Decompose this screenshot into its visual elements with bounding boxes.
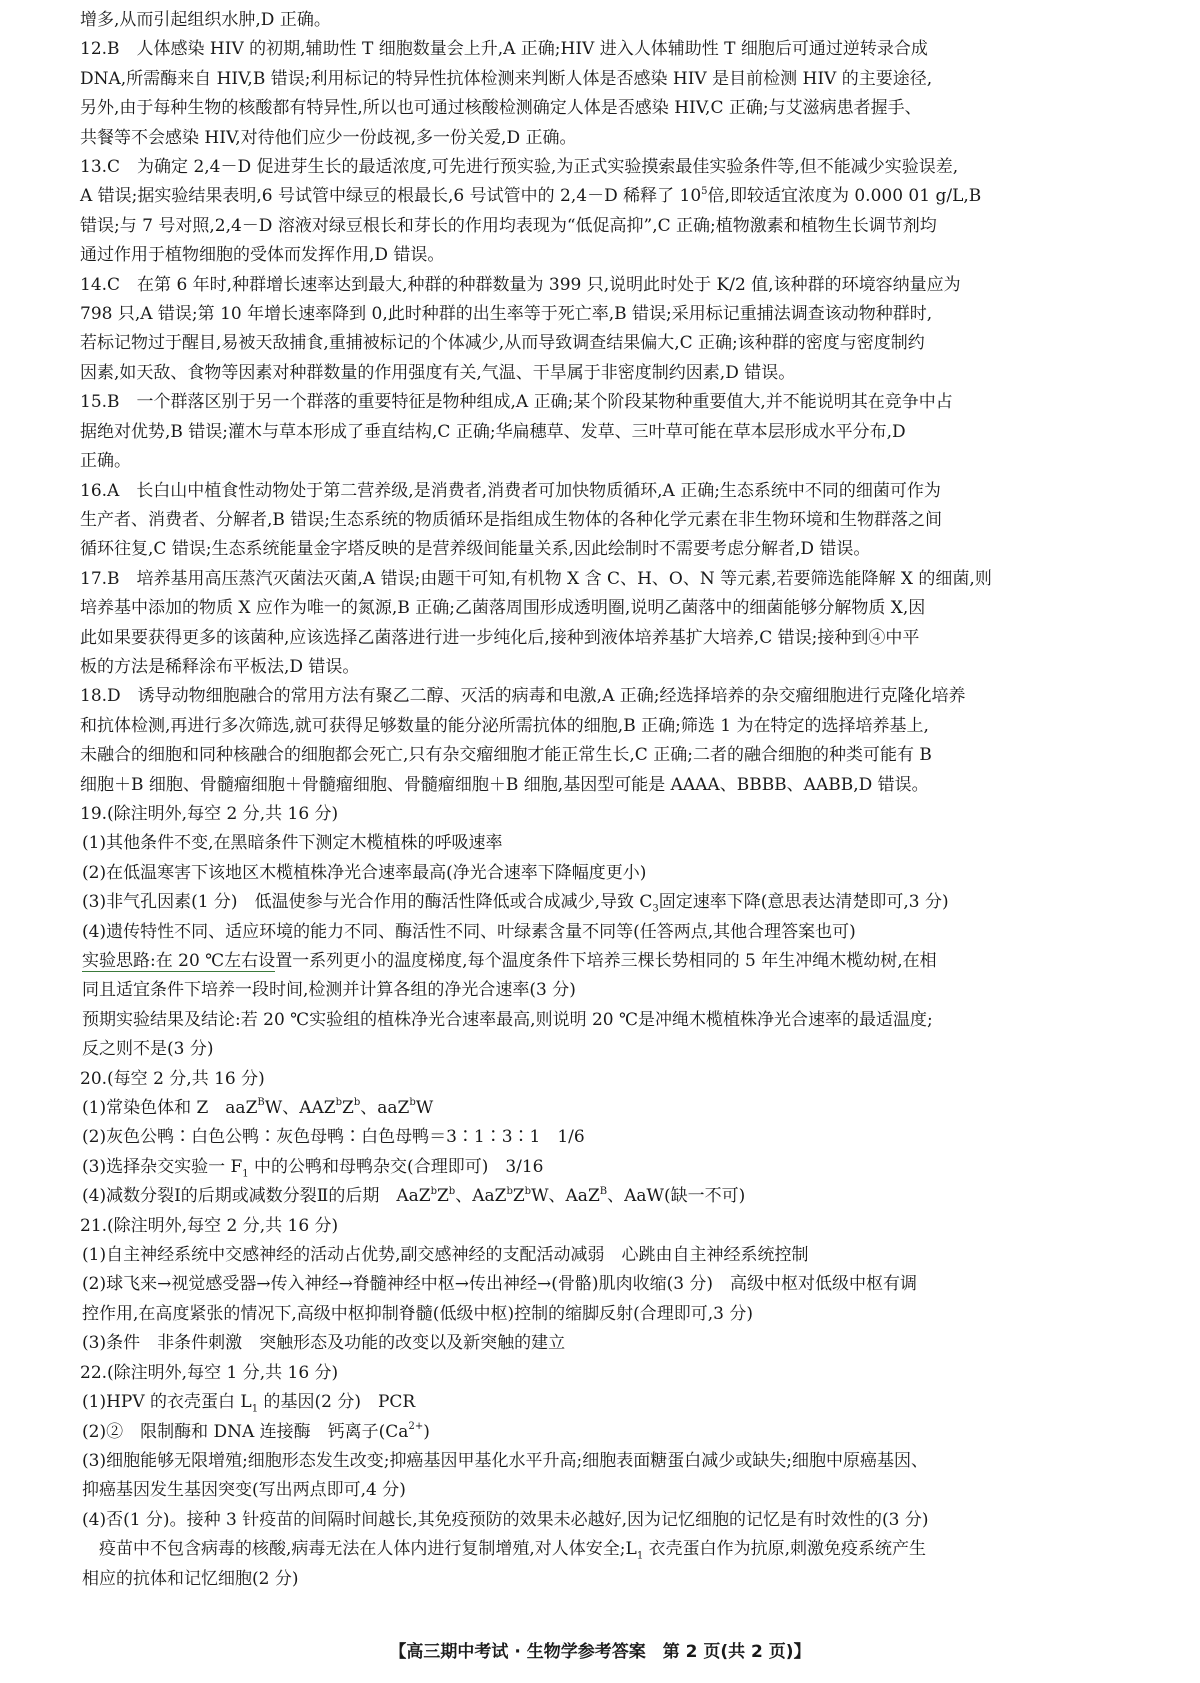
handwritten-underline: 实验思路:在 20 ℃左右设 [82,951,276,971]
answer-14-line-1: 14.C 在第 6 年时,种群增长速率达到最大,种群的种群数量为 399 只,说明此时处于 K/2 值,该种群的环境容纳量应为 [80,274,961,295]
answer-22-part-4: (4)否(1 分)。接种 3 针疫苗的间隔时间越长,其免疫预防的效果未必越好,因为记忆细胞的记忆是有时效性的(3 分) [82,1509,929,1530]
continued-line: 增多,从而引起组织水肿,D 正确。 [80,10,331,30]
answer-19-part-1: (1)其他条件不变,在黑暗条件下测定木榄植株的呼吸速率 [82,833,503,854]
answer-20-heading: 20.(每空 2 分,共 16 分) [80,1068,265,1089]
answer-19-part-4: (4)遗传特性不同、适应环境的能力不同、酶活性不同、叶绿素含量不同等(任答两点,其他合理答案也可) [82,921,856,942]
experiment-idea-rest: 置一系列更小的温度梯度,每个温度条件下培养三棵长势相同的 5 年生冲绳木榄幼树,在相 [275,951,937,971]
answer-19-part-3-a: (3)非气孔因素(1 分) 低温使参与光合作用的酶活性降低或合成减少,导致 C [82,892,653,913]
answer-21-part-2-line-1: (2)球飞来→视觉感受器→传入神经→脊髓神经中枢→传出神经→(骨骼)肌肉收缩(3 分) 高级中枢对低级中枢有调 [82,1274,918,1295]
answer-13-line-1: 13.C 为确定 2,4－D 促进芽生长的最适浓度,可先进行预实验,为正式实验摸索最佳实验条件等,但不能减少实验误差, [80,157,959,178]
answer-14-line-4: 因素,如天敌、食物等因素对种群数量的作用强度有关,气温、干旱属于非密度制约因素,D 错误。 [80,362,796,383]
answer-12-line-1: 12.B 人体感染 HIV 的初期,辅助性 T 细胞数量会上升,A 正确;HIV 进入人体辅助性 T 细胞后可通过逆转录合成 [80,39,928,60]
answer-14 [80,271,1170,389]
answer-13-line-3: 错误;与 7 号对照,2,4－D 溶液对绿豆根长和芽长的作用均表现为“低促高抑”,C 正确;植物激素和植物生长调节剂均 [80,215,937,236]
answer-17-line-1: 17.B 培养基用高压蒸汽灭菌法灭菌,A 错误;由题干可知,有机物 X 含 C、H、O、N 等元素,若要筛选能降解 X 的细菌,则 [80,568,992,589]
answer-19-heading: 19.(除注明外,每空 2 分,共 16 分) [80,803,339,824]
answer-22 [80,1359,1170,1594]
answer-17-line-2: 培养基中添加的物质 X 应作为唯一的氮源,B 正确;乙菌落周围形成透明圈,说明乙菌落中的细菌能够分解物质 X,因 [80,598,926,619]
answer-18 [80,682,1170,800]
superscript: 5 [701,185,708,197]
answer-21 [80,1212,1170,1359]
answer-18-line-3: 未融合的细胞和同种核融合的细胞都会死亡,只有杂交瘤细胞才能正常生长,C 正确;二者的融合细胞的种类可能有 B [80,745,932,766]
answer-13-line-2 [80,182,1170,211]
prediction-line-1: 预期实验结果及结论:若 20 ℃实验组的植株净光合速率最高,则说明 20 ℃是冲绳木榄植株净光合速率的最适温度; [82,1009,933,1030]
answer-12-line-2: DNA,所需酶来自 HIV,B 错误;利用标记的特异性抗体检测来判断人体是否感染 HIV 是目前检测 HIV 的主要途径, [80,68,933,89]
answer-17-line-3: 此如果要获得更多的该菌种,应该选择乙菌落进行进一步纯化后,接种到液体培养基扩大培养,C 错误;接种到④中平 [80,627,920,648]
answer-20-part-2: (2)灰色公鸭∶白色公鸭∶灰色母鸭∶白色母鸭＝3∶1∶3∶1 1/6 [82,1127,585,1148]
answer-19 [80,800,1170,1065]
answer-18-line-1: 18.D 诱导动物细胞融合的常用方法有聚乙二醇、灭活的病毒和电激,A 正确;经选择培养的杂交瘤细胞进行克隆化培养 [80,686,966,707]
answer-20 [80,1065,1170,1212]
answer-16-line-2: 生产者、消费者、分解者,B 错误;生态系统的物质循环是指组成生物体的各种化学元素在非生物环境和生物群落之间 [80,509,943,530]
answer-12 [80,35,1170,153]
answer-22-part-1: (1)HPV 的衣壳蛋白 $L_1$ 的基因(2 分) PCR [82,1392,416,1415]
experiment-idea-line-2: 同且适宜条件下培养一段时间,检测并计算各组的净光合速率(3 分) [82,980,576,1001]
answer-12-line-4: 共餐等不会感染 HIV,对待他们应少一份歧视,多一份关爱,D 正确。 [80,127,577,148]
answer-21-part-1: (1)自主神经系统中交感神经的活动占优势,副交感神经的支配活动减弱 心跳由自主神经系统控制 [82,1245,809,1266]
answer-12-line-3: 另外,由于每种生物的核酸都有特异性,所以也可通过核酸检测确定人体是否感染 HIV,C 正确;与艾滋病患者握手、 [80,98,922,119]
answer-16 [80,477,1170,565]
answer-22-heading: 22.(除注明外,每空 1 分,共 16 分) [80,1362,339,1383]
answer-20-part-4: (4)减数分裂Ⅰ的后期或减数分裂Ⅱ的后期 $AaZ^bZ^b$、$AaZ^bZ^bW$、AaZ$^B$、AaW(缺一不可) [82,1185,746,1207]
answer-20-part-3: (3)选择杂交实验一 $F_1$ 中的公鸭和母鸭杂交(合理即可) 3/16 [82,1156,544,1180]
answer-19-part-3-b: 固定速率下降(意思表达清楚即可,3 分) [658,892,949,913]
answer-15-line-1: 15.B 一个群落区别于另一个群落的重要特征是物种组成,A 正确;某个阶段某物种重要值大,并不能说明其在竞争中占 [80,392,953,413]
answer-13-line-2-b: 倍,即较适宜浓度为 0.000 01 g/L,B [707,186,982,207]
answer-15-line-3: 正确。 [80,451,131,472]
answer-13-line-2-a: A 错误;据实验结果表明,6 号试管中绿豆的根最长,6 号试管中的 2,4－D 稀释了 10 [80,186,702,207]
answer-15-line-2: 据绝对优势,B 错误;灌木与草本形成了垂直结构,C 正确;华扁穗草、发草、三叶草可能在草本层形成水平分布,D [80,421,906,442]
answer-21-part-2-line-2: 控作用,在高度紧张的情况下,高级中枢抑制脊髓(低级中枢)控制的缩脚反射(合理即可,3 分) [82,1303,753,1324]
answer-14-line-3: 若标记物过于醒目,易被天敌捕食,重捕被标记的个体减少,从而导致调查结果偏大,C 正确;该种群的密度与密度制约 [80,333,925,354]
answer-15 [80,388,1170,476]
subscript: 3 [652,903,659,915]
answer-14-line-2: 798 只,A 错误;第 10 年增长速率降到 0,此时种群的出生率等于死亡率,B 错误;采用标记重捕法调查该动物种群时, [80,304,933,325]
answer-16-line-1: 16.A 长白山中植食性动物处于第二营养级,是消费者,消费者可加快物质循环,A 正确;生态系统中不同的细菌可作为 [80,480,941,501]
answer-18-line-2: 和抗体检测,再进行多次筛选,就可获得足够数量的能分泌所需抗体的细胞,B 正确;筛选 1 为在特定的选择培养基上, [80,715,929,736]
page-footer: 【高三期中考试 · 生物学参考答案 第 2 页(共 2 页)】 [389,1642,811,1662]
answer-22-part-2: (2)② 限制酶和 DNA 连接酶 钙离子$(Ca^{2+})$ [82,1420,430,1442]
answer-21-heading: 21.(除注明外,每空 2 分,共 16 分) [80,1215,339,1236]
answer-17 [80,565,1170,683]
answer-18-line-4: 细胞＋B 细胞、骨髓瘤细胞＋骨髓瘤细胞、骨髓瘤细胞＋B 细胞,基因型可能是 AAAA、BBBB、AABB,D 错误。 [80,774,929,795]
answer-13-line-4: 通过作用于植物细胞的受体而发挥作用,D 错误。 [80,245,445,266]
prediction-line-2: 反之则不是(3 分) [82,1039,214,1060]
answer-22-part-3-line-2: 抑癌基因发生基因突变(写出两点即可,4 分) [82,1480,406,1501]
answer-22-part-5-line-1: 疫苗中不包含病毒的核酸,病毒无法在人体内进行复制增殖,对人体安全$;L_1$ 衣壳蛋白作为抗原,刺激免疫系统产生 [82,1539,927,1562]
answer-19-part-3 [80,888,1170,917]
answer-22-part-5-line-2: 相应的抗体和记忆细胞(2 分) [82,1568,299,1589]
answer-16-line-3: 循环往复,C 错误;生态系统能量金字塔反映的是营养级间能量关系,因此绘制时不需要考虑分解者,D 错误。 [80,539,871,560]
answer-17-line-4: 板的方法是稀释涂布平板法,D 错误。 [80,656,360,677]
answer-19-part-2: (2)在低温寒害下该地区木榄植株净光合速率最高(净光合速率下降幅度更小) [82,862,647,883]
experiment-idea-line-1 [80,947,1170,976]
answer-13 [80,153,1170,271]
answer-21-part-3: (3)条件 非条件刺激 突触形态及功能的改变以及新突触的建立 [82,1333,566,1354]
answer-20-part-1: (1)常染色体和 Z aaZ$^B$W、$AAZ^bZ^b$、aaZ$^b$W [82,1097,434,1119]
answer-22-part-3-line-1: (3)细胞能够无限增殖;细胞形态发生改变;抑癌基因甲基化水平升高;细胞表面糖蛋白减少或缺失;细胞中原癌基因、 [82,1450,928,1471]
